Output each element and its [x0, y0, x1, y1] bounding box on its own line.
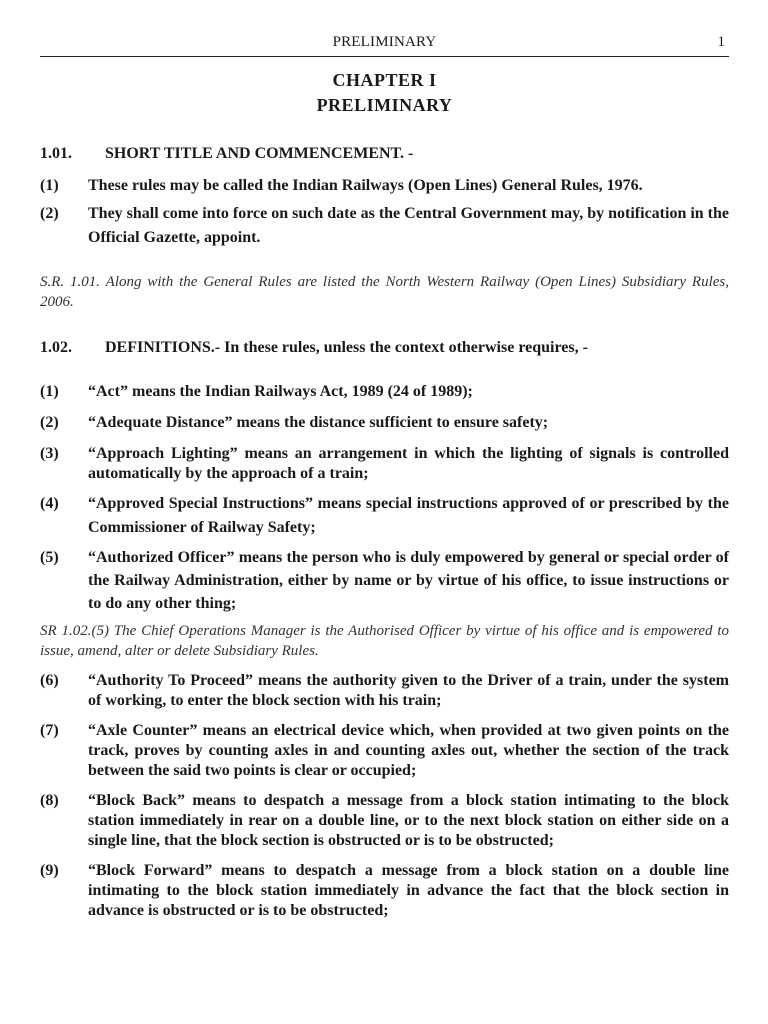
item-text: “Authorized Officer” means the person who is duly empowered by general or special order of the Railway Administration, either by name or by virtue of his office, to issue instructions or to do any other thing; — [88, 549, 729, 612]
rule-number: 1.01. — [40, 145, 72, 162]
rule-heading-1-02 — [40, 338, 729, 358]
item-number: (6) — [40, 672, 59, 689]
item-number: (4) — [40, 495, 59, 512]
subsidiary-rule-1-02-5: SR 1.02.(5) The Chief Operations Manager is the Authorised Officer by virtue of his office and is empowered to issue, amend, alter or delete Subsidiary Rules. — [40, 623, 729, 659]
item-number: (3) — [40, 445, 59, 462]
item-text: “Axle Counter” means an electrical device which, when provided at two given points on the track, proves by counting axles in and counting axles out, whether the section of the track between the said two points is clear or occupied; — [88, 722, 729, 779]
rule-heading-text: SHORT TITLE AND COMMENCEMENT. - — [105, 145, 414, 162]
item-text: “Act” means the Indian Railways Act, 1989 (24 of 1989); — [88, 383, 473, 400]
item-number: (7) — [40, 722, 59, 739]
list-item — [40, 202, 729, 250]
rule-number: 1.02. — [40, 339, 72, 356]
list-item — [40, 382, 729, 402]
list-item — [40, 861, 729, 921]
item-number: (8) — [40, 792, 59, 809]
chapter-number: CHAPTER I — [332, 70, 437, 90]
item-text: They shall come into force on such date as the Central Government may, by notification in the Official Gazette, appoint. — [88, 205, 730, 246]
item-text: “Block Back” means to despatch a message from a block station intimating to the block station immediately in rear on a double line, or to the next block station on either side on a single line, that the block section is obstructed or is to be obstructed; — [88, 792, 729, 849]
page-number: 1 — [717, 34, 725, 50]
list-item — [40, 176, 729, 196]
item-number: (9) — [40, 862, 59, 879]
list-item — [40, 546, 729, 615]
list-item — [40, 413, 729, 433]
item-number: (1) — [40, 383, 59, 400]
running-header — [40, 30, 729, 57]
item-text: “Authority To Proceed” means the authority given to the Driver of a train, under the system of working, to enter the block section with his train; — [88, 672, 729, 709]
item-number: (2) — [40, 414, 59, 431]
chapter-title: PRELIMINARY — [316, 95, 453, 115]
subsidiary-rule-1-01: S.R. 1.01. Along with the General Rules are listed the North Western Railway (Open Lines) Subsidiary Rules, 2006. — [40, 274, 729, 310]
item-text: “Approved Special Instructions” means special instructions approved of or prescribed by the Commissioner of Railway Safety; — [88, 495, 729, 536]
rule-heading-1-01 — [40, 144, 729, 164]
item-number: (5) — [40, 549, 59, 566]
document-page — [40, 30, 729, 921]
item-text: “Adequate Distance” means the distance sufficient to ensure safety; — [88, 414, 549, 431]
item-text: “Block Forward” means to despatch a message from a block station on a double line intimating to the block station immediately in advance the fact that the block section in advance is obstructed or is to be obstructed; — [88, 862, 729, 919]
list-item — [40, 721, 729, 781]
list-item — [40, 671, 729, 711]
item-text: “Approach Lighting” means an arrangement in which the lighting of signals is controlled automatically by the approach of a train; — [88, 445, 729, 482]
rule-heading-text: DEFINITIONS.- In these rules, unless the context otherwise requires, - — [105, 339, 588, 356]
item-number: (1) — [40, 177, 59, 194]
list-item — [40, 444, 729, 484]
list-item — [40, 492, 729, 540]
list-item — [40, 791, 729, 851]
item-text: These rules may be called the Indian Railways (Open Lines) General Rules, 1976. — [88, 177, 643, 194]
item-number: (2) — [40, 205, 59, 222]
running-title: PRELIMINARY — [332, 34, 437, 50]
